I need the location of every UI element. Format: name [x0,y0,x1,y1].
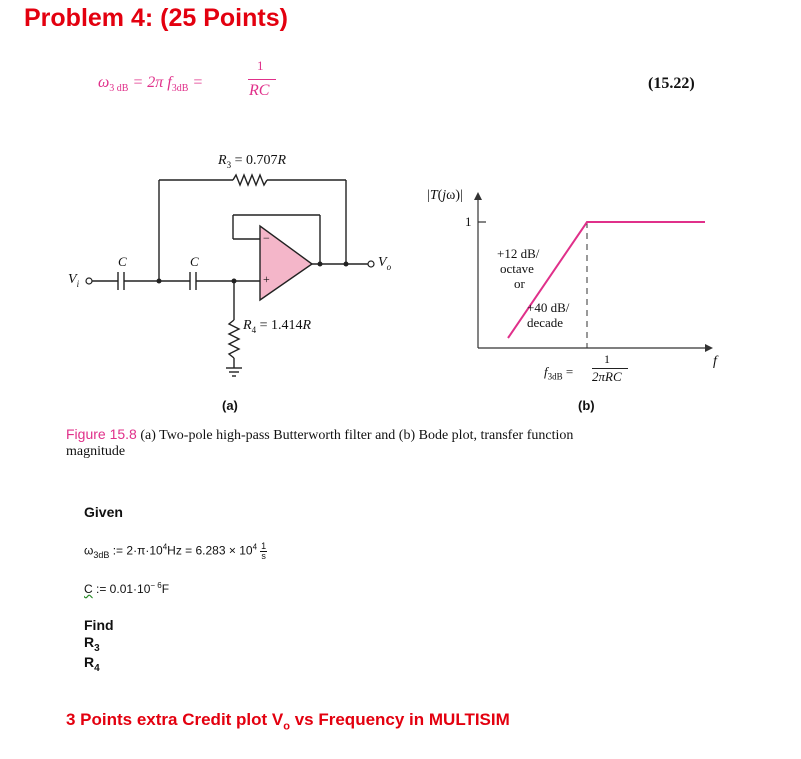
output-terminal [368,261,374,267]
problem-title: Problem 4: (25 Points) [24,4,288,32]
equation-numerator: 1 [257,58,264,73]
opamp-plus-label: + [263,272,270,286]
opamp-minus-label: − [263,231,270,245]
equation-denominator: RC [249,82,270,99]
bode-y-label: |T(jω)| [427,188,463,203]
extra-credit: 3 Points extra Credit plot $V_o$ vs Frequency in MULTISIM [66,710,510,733]
junction-node [232,279,237,284]
circuit-caption: (a) [222,398,238,413]
bode-caption: (b) [578,398,595,413]
slope-label-5: decade [527,315,564,330]
f3db-label: $f_{3dB}$ = [544,364,574,382]
slope-label-1: +12 dB/ [497,246,540,261]
equation-number: (15.22) [648,75,695,92]
given-heading: Given [84,504,123,520]
junction-node [157,279,162,284]
r3-label: $R_3 = 0.707R$ [218,153,287,170]
c2-label: C [190,254,199,269]
find-r3: $R_3$ [84,634,100,654]
r4-label: $R_4 = 1.414R$ [243,318,312,335]
junction-node [344,262,349,267]
vo-label: $V_o$ [378,255,392,272]
c1-label: C [118,254,127,269]
slope-label-2: octave [500,261,534,276]
find-r4: $R_4$ [84,654,100,674]
resistor-r4 [229,320,239,358]
equation-lhs: $\omega_{3 dB} = 2\pi$ $f_{3dB}$ = [98,74,204,95]
figure-caption-text: (a) Two-pole high-pass Butterworth filter and (b) Bode plot, transfer function [136,428,574,443]
vi-label: $V_i$ [68,272,80,289]
bode-x-label: f [713,354,717,369]
find-heading: Find [84,617,114,633]
f3db-numerator: 1 [604,352,610,366]
junction-node [318,262,323,267]
f3db-denominator: 2πRC [592,369,622,384]
slope-label-4: +40 dB/ [527,300,570,315]
figure-caption-line2: magnitude [66,444,126,459]
figure-caption [66,426,573,444]
given-c: C := $0.01\cdot 10^{- 6}F$ [84,581,170,596]
figure-label: Figure 15.8 [66,426,137,442]
bode-y-tick-label: 1 [465,214,472,229]
input-terminal [86,278,92,284]
given-w3db: $\omega_{3dB}$ := $2\cdot\pi\cdot 10^4Hz = 6.283 \times 10^4$ 1 s [84,541,267,561]
slope-label-3: or [514,276,525,291]
resistor-r3 [233,175,267,185]
